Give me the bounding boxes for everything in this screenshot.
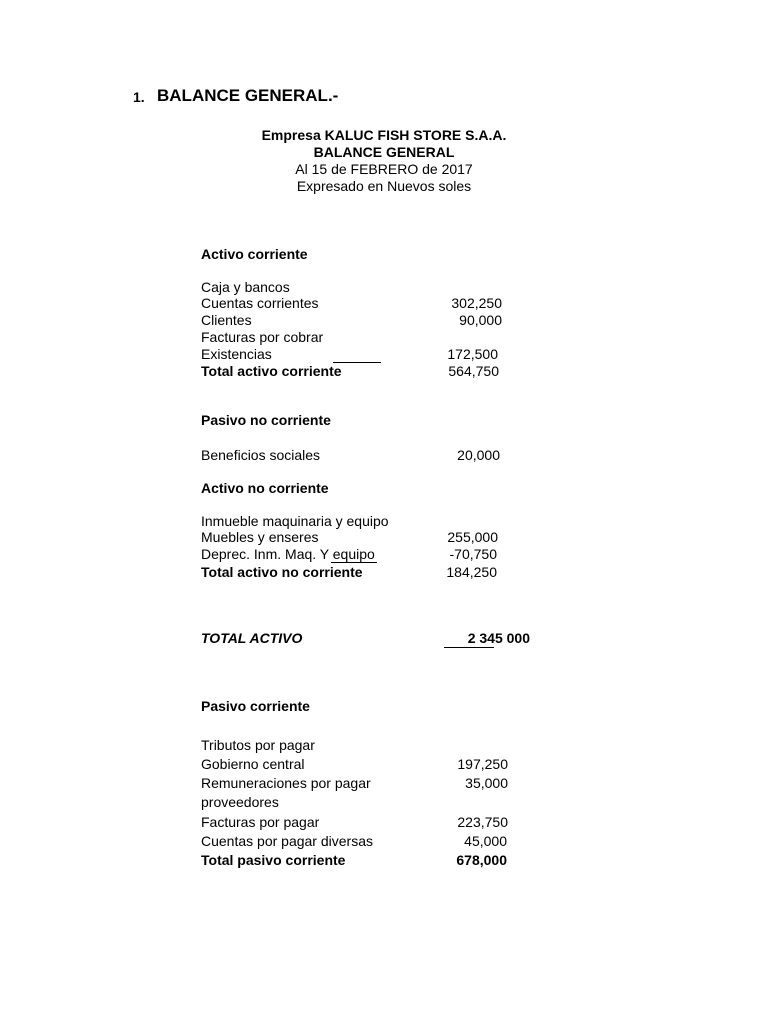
row-label: proveedores	[201, 794, 279, 810]
row-label: Tributos por pagar	[201, 737, 315, 753]
section-title-pasivo-no-corriente: Pasivo no corriente	[201, 412, 331, 428]
total-activo-label: TOTAL ACTIVO	[201, 630, 303, 646]
total-value: 184,250	[446, 564, 497, 580]
underline-rule	[331, 562, 377, 563]
company-name: Empresa KALUC FISH STORE S.A.A.	[261, 127, 507, 143]
section-title-pasivo-corriente: Pasivo corriente	[201, 698, 310, 714]
section-title-activo-corriente: Activo corriente	[201, 246, 308, 262]
row-value: 302,250	[451, 295, 502, 311]
row-label: Remuneraciones por pagar	[201, 775, 371, 791]
row-value: 197,250	[457, 756, 508, 772]
underline-rule	[444, 647, 494, 648]
section-title-activo-no-corriente: Activo no corriente	[201, 480, 329, 496]
total-value: 564,750	[448, 363, 499, 379]
row-label: Muebles y enseres	[201, 529, 319, 545]
row-label: Beneficios sociales	[201, 447, 321, 463]
row-label: Existencias	[201, 346, 272, 362]
row-label: Caja y bancos	[201, 279, 290, 295]
statement-currency: Expresado en Nuevos soles	[296, 178, 472, 194]
row-label: Clientes	[201, 312, 252, 328]
total-value: 678,000	[456, 852, 507, 868]
row-value: 255,000	[447, 529, 498, 545]
row-label: Gobierno central	[201, 756, 305, 772]
total-label: Total pasivo corriente	[201, 852, 346, 868]
row-value: 45,000	[464, 833, 507, 849]
statement-date-text: Al 15 de FEBRERO de 2017	[295, 161, 473, 177]
total-label: Total activo corriente	[201, 363, 342, 379]
row-label: Deprec. Inm. Maq. Y equipo	[201, 546, 375, 562]
row-value: 20,000	[457, 447, 500, 463]
heading-number: 1.	[133, 89, 145, 105]
statement-title: BALANCE GENERAL	[313, 144, 455, 160]
row-value: 172,500	[447, 346, 498, 362]
row-label: Facturas por pagar	[201, 814, 320, 830]
row-label: Cuentas corrientes	[201, 295, 319, 311]
total-activo-value: 2 345 000	[467, 630, 530, 646]
total-label: Total activo no corriente	[201, 564, 363, 580]
row-label: Inmueble maquinaria y equipo	[201, 513, 389, 529]
heading-title: BALANCE GENERAL.-	[157, 86, 339, 105]
row-value: 90,000	[459, 312, 502, 328]
row-label: Facturas por cobrar	[201, 329, 324, 345]
row-value: -70,750	[449, 546, 497, 562]
statement-date	[184, 161, 584, 177]
row-value: 223,750	[457, 814, 508, 830]
row-value: 35,000	[465, 775, 508, 791]
row-label: Cuentas por pagar diversas	[201, 833, 373, 849]
